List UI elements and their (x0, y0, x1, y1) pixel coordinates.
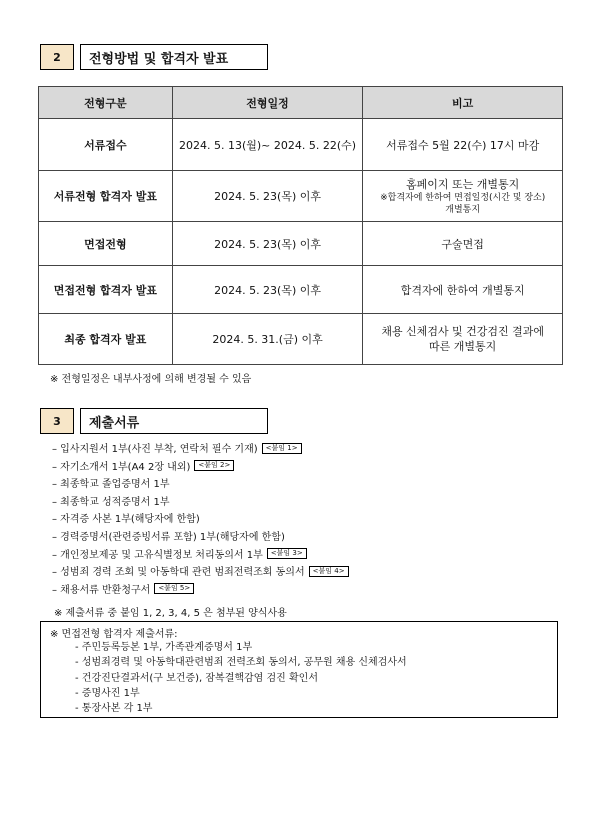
cell-type: 서류접수 (39, 119, 173, 171)
cell-schedule: 2024. 5. 13(월)~ 2024. 5. 22(수) (172, 119, 363, 171)
cell-type: 서류전형 합격자 발표 (39, 171, 173, 222)
doc-text: – 최종학교 졸업증명서 1부 (52, 479, 170, 491)
table-row (39, 119, 563, 171)
list-item: - 건강진단결과서(구 보건증), 잠복결핵감염 검진 확인서 (75, 672, 319, 684)
list-item (52, 564, 349, 582)
cell-type: 최종 합격자 발표 (39, 314, 173, 365)
list-item (52, 547, 349, 565)
header-note: 비고 (363, 87, 563, 119)
doc-text: – 자격증 사본 1부(해당자에 한함) (52, 514, 200, 526)
table-row (39, 171, 563, 222)
interview-docs-list (75, 640, 407, 716)
section-3-header (40, 408, 268, 434)
documents-list (52, 441, 349, 599)
doc-text: – 개인정보제공 및 고유식별정보 처리동의서 1부 (52, 549, 263, 561)
list-item (52, 511, 349, 529)
list-item (52, 494, 349, 512)
section-number: 2 (40, 44, 74, 70)
schedule-table (38, 86, 563, 365)
list-item (52, 476, 349, 494)
section-number: 3 (40, 408, 74, 434)
interview-docs-box (40, 621, 558, 718)
docs-note: ※ 제출서류 중 붙임 1, 2, 3, 4, 5 은 첨부된 양식사용 (54, 608, 287, 619)
cell-schedule: 2024. 5. 23(목) 이후 (172, 266, 363, 314)
attachment-tag: <붙임 1> (262, 443, 302, 454)
cell-schedule: 2024. 5. 31.(금) 이후 (172, 314, 363, 365)
cell-note: 합격자에 한하여 개별통지 (363, 266, 563, 314)
list-item (52, 582, 349, 600)
table-row (39, 314, 563, 365)
cell-note: 구술면접 (363, 222, 563, 266)
list-item: - 증명사진 1부 (75, 687, 140, 699)
cell-note: 서류접수 5월 22(수) 17시 마감 (363, 119, 563, 171)
box-title: ※ 면접전형 합격자 제출서류: (50, 629, 178, 640)
table-row (39, 222, 563, 266)
header-schedule: 전형일정 (172, 87, 363, 119)
section-title: 전형방법 및 합격자 발표 (80, 44, 268, 70)
doc-text: – 경력증명서(관련증빙서류 포함) 1부(해당자에 한함) (52, 531, 285, 543)
cell-schedule: 2024. 5. 23(목) 이후 (172, 171, 363, 222)
list-item (52, 459, 349, 477)
attachment-tag: <붙임 3> (267, 548, 307, 559)
attachment-tag: <붙임 4> (309, 566, 349, 577)
cell-note (363, 314, 563, 365)
attachment-tag: <붙임 5> (154, 583, 194, 594)
section-2-header (40, 44, 268, 70)
header-type: 전형구분 (39, 87, 173, 119)
schedule-note: ※ 전형일정은 내부사정에 의해 변경될 수 있음 (50, 374, 252, 385)
note-line: 따른 개별통지 (429, 340, 497, 353)
list-item: - 성범죄경력 및 아동학대관련범죄 전력조회 동의서, 공무원 채용 신체검사서 (75, 657, 407, 669)
table-row (39, 266, 563, 314)
cell-type: 면접전형 합격자 발표 (39, 266, 173, 314)
section-title: 제출서류 (80, 408, 268, 434)
doc-text: – 성범죄 경력 조회 및 아동학대 관련 범죄전력조회 동의서 (52, 567, 305, 579)
doc-text: – 입사지원서 1부(사진 부착, 연락처 필수 기재) (52, 444, 258, 455)
table-header-row (39, 87, 563, 119)
doc-text: – 자기소개서 1부(A4 2장 내외) (52, 461, 191, 473)
cell-type: 면접전형 (39, 222, 173, 266)
list-item: - 통장사본 각 1부 (75, 703, 153, 715)
list-item (52, 529, 349, 547)
doc-text: – 채용서류 반환청구서 (52, 584, 151, 596)
note-line: 개별통지 (445, 204, 481, 215)
attachment-tag: <붙임 2> (194, 460, 234, 471)
list-item: - 주민등록등본 1부, 가족관계증명서 1부 (75, 642, 253, 653)
note-line: 채용 신체검사 및 건강검진 결과에 (381, 325, 545, 338)
doc-text: – 최종학교 성적증명서 1부 (52, 496, 170, 508)
note-line: 홈페이지 또는 개별통지 (406, 177, 520, 191)
note-line: ※합격자에 한하여 면접일정(시간 및 장소) (380, 192, 546, 203)
cell-schedule: 2024. 5. 23(목) 이후 (172, 222, 363, 266)
list-item (52, 441, 349, 459)
cell-note (363, 171, 563, 222)
